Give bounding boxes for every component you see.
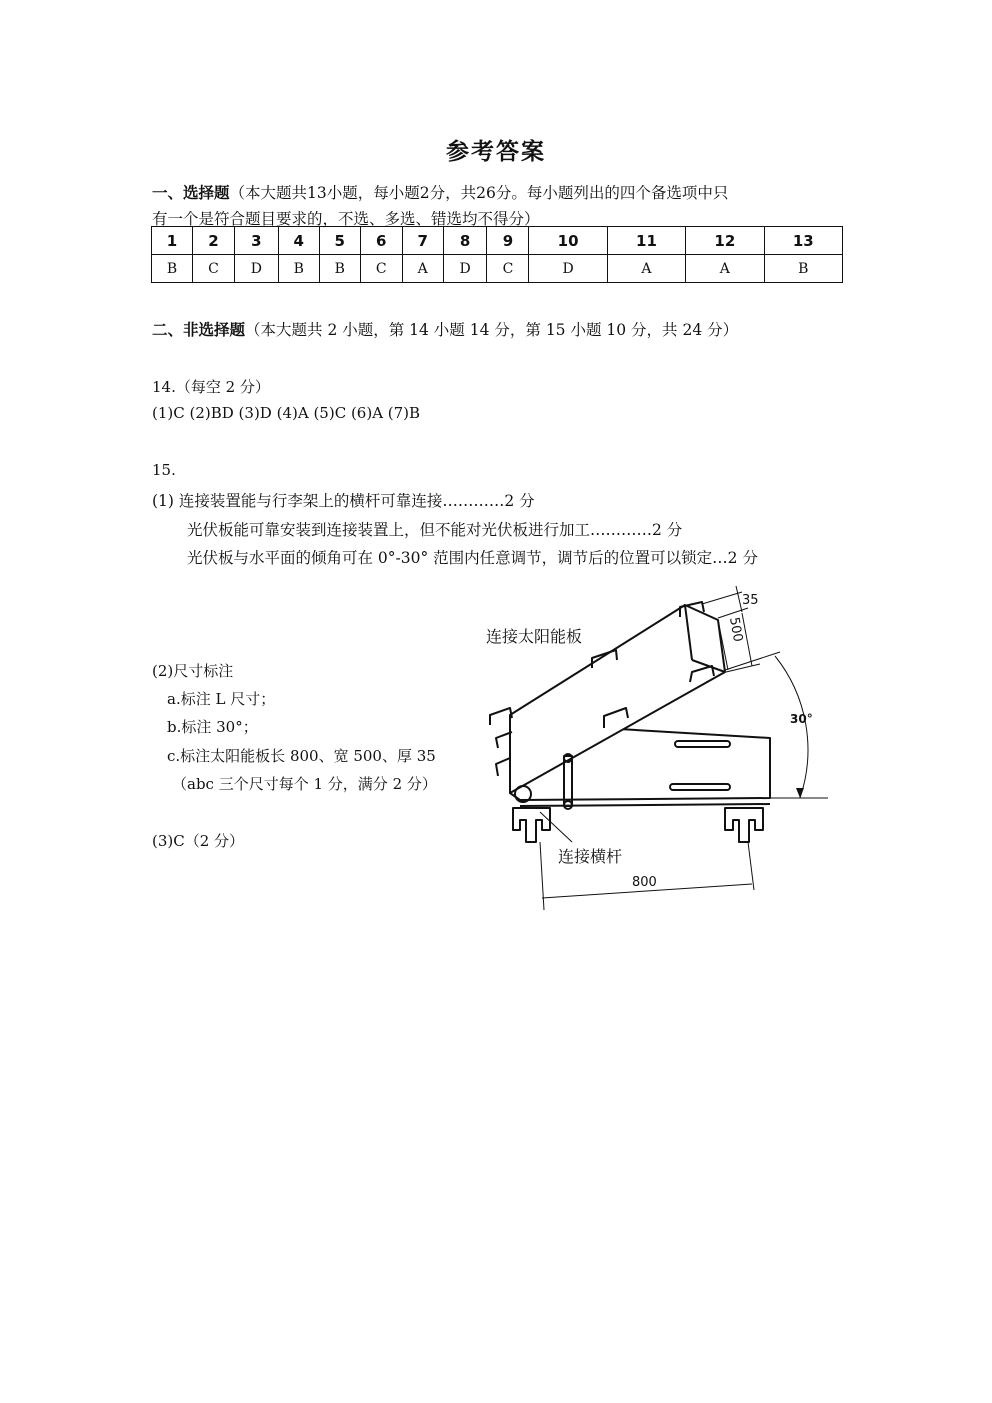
q15-part2-b: b.标注 30°；: [167, 718, 258, 736]
answer-table-value-row: [152, 255, 843, 283]
dim-angle-text: 30°: [790, 712, 813, 726]
answer-cell: D: [529, 255, 607, 283]
answer-table-header-row: [152, 227, 843, 255]
base-slot-top: [675, 741, 730, 747]
answer-table: [151, 226, 843, 283]
q15-part2-title: (2)尺寸标注: [152, 662, 234, 680]
section1-note-line1: （本大题共13小题，每小题2分，共26分。每小题列出的四个备选项中只: [229, 184, 729, 202]
q15-part1-line1: (1) 连接装置能与行李架上的横杆可靠连接…………2 分: [152, 492, 535, 510]
answer-cell: A: [686, 255, 764, 283]
question-number-cell: 11: [607, 227, 685, 255]
bar-leader-line: [540, 812, 572, 842]
question-number-cell: 3: [234, 227, 278, 255]
label-connect-bar: 连接横杆: [558, 847, 623, 866]
q15-part2-score: （abc 三个尺寸每个 1 分，满分 2 分）: [172, 775, 437, 793]
base-slot-bottom: [670, 784, 730, 790]
answer-cell: A: [402, 255, 443, 283]
question-number-cell: 5: [319, 227, 360, 255]
question-number-cell: 12: [686, 227, 764, 255]
base-bottom-edge: [520, 804, 770, 806]
dim-angle-ray: [725, 652, 780, 670]
dim-35-text: 35: [742, 593, 759, 608]
dim-800-ext-right: [748, 842, 754, 890]
dim-500-text: 500: [726, 616, 746, 644]
question-number-cell: 2: [192, 227, 234, 255]
answer-cell: C: [487, 255, 529, 283]
q15-part2-a: a.标注 L 尺寸；: [167, 690, 276, 708]
answer-cell: D: [443, 255, 487, 283]
question-number-cell: 10: [529, 227, 607, 255]
dim-800-text: 800: [632, 875, 657, 890]
question-number-cell: 13: [764, 227, 842, 255]
question-number-cell: 7: [402, 227, 443, 255]
support-strut: [564, 756, 572, 806]
answer-cell: A: [607, 255, 685, 283]
panel-tab-7: [496, 758, 510, 776]
clamp-foot-right: [725, 808, 763, 842]
answer-cell: B: [278, 255, 319, 283]
question-number-cell: 4: [278, 227, 319, 255]
q14-title: 14.（每空 2 分）: [152, 378, 270, 396]
page-title: 参考答案: [446, 138, 546, 165]
q14-answers: (1)C (2)BD (3)D (4)A (5)C (6)A (7)B: [152, 404, 421, 422]
answer-cell: B: [764, 255, 842, 283]
answer-cell: C: [192, 255, 234, 283]
dim-angle-arrow: [796, 788, 804, 798]
question-number-cell: 8: [443, 227, 487, 255]
solar-mount-drawing: [480, 580, 840, 915]
question-number-cell: 9: [487, 227, 529, 255]
clamp-foot-left: [513, 808, 550, 842]
question-number-cell: 1: [152, 227, 193, 255]
answer-cell: D: [234, 255, 278, 283]
dim-35-ext-a: [702, 592, 742, 604]
q15-part1-line2: 光伏板能可靠安装到连接装置上，但不能对光伏板进行加工…………2 分: [187, 521, 683, 539]
answer-cell: C: [360, 255, 402, 283]
question-number-cell: 6: [360, 227, 402, 255]
section2-header: [152, 318, 738, 340]
q15-title: 15.: [152, 461, 176, 479]
panel-tab-3: [490, 708, 512, 725]
q15-part3: (3)C（2 分）: [152, 832, 245, 850]
section2-note: （本大题共 2 小题，第 14 小题 14 分，第 15 小题 10 分，共 24 分）: [245, 321, 739, 339]
dim-angle-arc: [775, 656, 808, 798]
q15-part1-line3: 光伏板与水平面的倾角可在 0°-30° 范围内任意调节，调节后的位置可以锁定…2 分: [187, 549, 758, 567]
section1-note-line2: 有一个是符合题目要求的，不选、多选、错选均不得分）: [152, 210, 540, 228]
answer-cell: B: [152, 255, 193, 283]
dim-800-ext-left: [540, 842, 544, 910]
section1-heading: 一、选择题: [152, 184, 230, 202]
section2-heading: 二、非选择题: [152, 321, 246, 339]
answer-cell: B: [319, 255, 360, 283]
label-connect-panel: 连接太阳能板: [486, 627, 583, 646]
q15-part2-c: c.标注太阳能板长 800、宽 500、厚 35: [167, 747, 436, 765]
